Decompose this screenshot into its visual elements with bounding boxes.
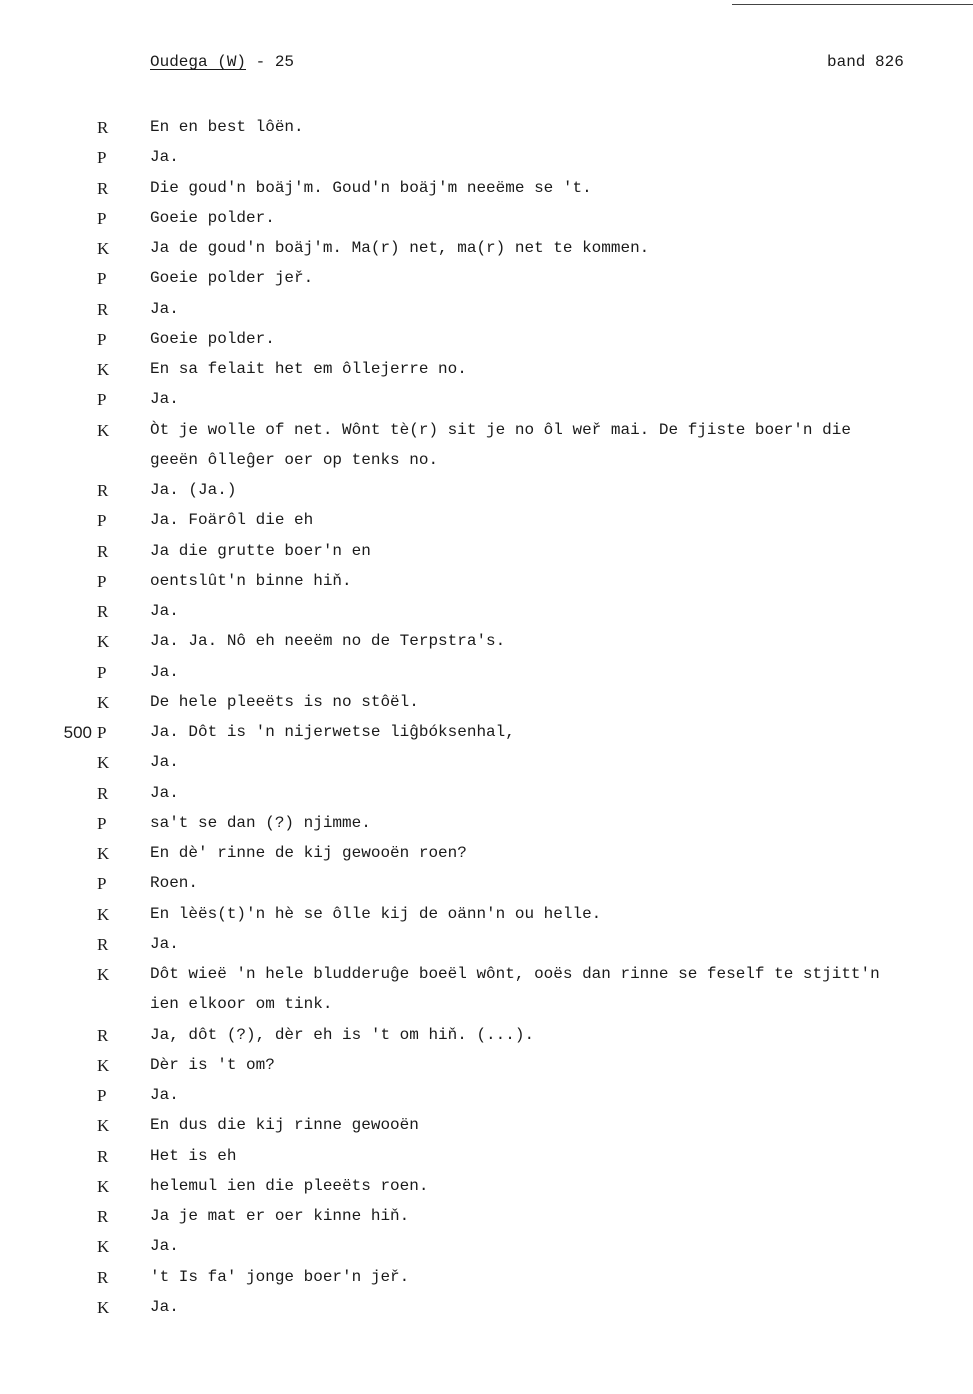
utterance-text: En sa felait het em ôllejerre no. bbox=[150, 360, 467, 378]
speaker-label: R bbox=[97, 1146, 109, 1166]
speaker-label: K bbox=[97, 965, 110, 984]
utterance-text: En dè' rinne de kij gewooën roen? bbox=[150, 844, 467, 862]
speaker-label: P bbox=[97, 269, 107, 289]
speaker-label: P bbox=[97, 662, 107, 682]
transcript-line bbox=[0, 420, 973, 469]
speaker-label: K bbox=[97, 692, 110, 712]
speaker-label: K bbox=[97, 420, 110, 440]
utterance-text: Goeie polder. bbox=[150, 329, 275, 348]
utterance-text: Ja. Dôt is 'n nijerwetse liĝbóksenhal, bbox=[150, 723, 515, 741]
utterance-text: helemul ien die pleeëts roen. bbox=[150, 1176, 429, 1195]
speaker-label: R bbox=[97, 602, 109, 621]
speaker-label: P bbox=[97, 874, 107, 894]
speaker-label: P bbox=[97, 329, 107, 349]
utterance-text: En dus die kij rinne gewooën bbox=[150, 1116, 419, 1135]
speaker-label: P bbox=[97, 723, 107, 742]
utterance-text: sa't se dan (?) njimme. bbox=[150, 813, 371, 832]
speaker-label: K bbox=[97, 360, 110, 379]
top-rule bbox=[732, 4, 973, 5]
speaker-label: K bbox=[97, 239, 110, 258]
speaker-label: R bbox=[97, 1267, 109, 1287]
utterance-text: De hele pleeëts is no stôël. bbox=[150, 692, 419, 711]
utterance-text: Ja. bbox=[150, 662, 179, 681]
utterance-text: Goeie polder. bbox=[150, 208, 275, 227]
utterance-text: Ja. bbox=[150, 602, 179, 620]
transcript-line bbox=[0, 1298, 973, 1328]
utterance-text: Het is eh bbox=[150, 1146, 237, 1165]
page-header-left bbox=[150, 53, 294, 71]
utterance-text: Ja. bbox=[150, 1297, 179, 1316]
speaker-label: R bbox=[97, 783, 109, 803]
utterance-text: Roen. bbox=[150, 874, 199, 893]
speaker-label: R bbox=[97, 481, 109, 500]
utterance-text: Ja. bbox=[150, 390, 179, 409]
utterance-text: Ja. bbox=[150, 299, 179, 318]
utterance-text: Dèr is 't om? bbox=[150, 1055, 275, 1074]
utterance-text: Ja. bbox=[150, 1086, 179, 1104]
band-number: band 826 bbox=[827, 53, 904, 71]
speaker-label: R bbox=[97, 541, 109, 561]
speaker-label: K bbox=[97, 1297, 110, 1317]
utterance-text: Òt je wolle of net. Wônt tè(r) sit je no ôl weř mai. De fjiste boer'n die geeën ôlleĝer oer op tenks no. bbox=[150, 420, 851, 469]
utterance-text: Goeie polder jeř. bbox=[150, 269, 314, 288]
utterance-text: Ja. (Ja.) bbox=[150, 481, 237, 499]
place-name: Oudega (W) bbox=[150, 53, 247, 71]
utterance-text: En en best lôën. bbox=[150, 118, 304, 136]
speaker-label: R bbox=[97, 118, 109, 137]
speaker-label: K bbox=[97, 632, 110, 652]
speaker-label: K bbox=[97, 844, 110, 863]
utterance-text: Ja de goud'n boäj'm. Ma(r) net, ma(r) net te kommen. bbox=[150, 239, 650, 257]
speaker-label: P bbox=[97, 813, 107, 833]
utterance-text: Die goud'n boäj'm. Goud'n boäj'm neeëme se 't. bbox=[150, 178, 592, 197]
line-number: 500 bbox=[63, 723, 92, 742]
speaker-label: K bbox=[97, 1237, 110, 1257]
utterance-text: Ja. bbox=[150, 148, 179, 167]
speaker-label: P bbox=[97, 571, 107, 591]
speaker-label: K bbox=[97, 753, 110, 773]
speaker-label: R bbox=[97, 1025, 109, 1045]
speaker-label: K bbox=[97, 1055, 110, 1075]
utterance-text: Dôt wieë 'n hele bludderuĝe boeël wônt, ooës dan rinne se feself te stjitt'n ien elkoor om tink. bbox=[150, 965, 880, 1013]
utterance-text: Ja, dôt (?), dèr eh is 't om hiň. (...). bbox=[150, 1025, 535, 1044]
utterance-text: Ja die grutte boer'n en bbox=[150, 541, 371, 560]
transcript-line bbox=[0, 965, 973, 1013]
speaker-label: K bbox=[97, 904, 110, 924]
utterance-text: Ja. Ja. Nô eh neeëm no de Terpstra's. bbox=[150, 632, 506, 651]
utterance-text: Ja. bbox=[150, 1237, 179, 1256]
speaker-label: P bbox=[97, 1086, 107, 1105]
speaker-label: P bbox=[97, 511, 107, 531]
utterance-text: En lèës(t)'n hè se ôlle kij de oänn'n ou helle. bbox=[150, 904, 602, 923]
utterance-text: Ja. bbox=[150, 934, 179, 953]
speaker-label: P bbox=[97, 390, 107, 410]
speaker-label: R bbox=[97, 178, 109, 198]
speaker-label: R bbox=[97, 1207, 109, 1226]
page-number: - 25 bbox=[246, 53, 295, 71]
speaker-label: K bbox=[97, 1176, 110, 1196]
utterance-text: Ja. bbox=[150, 783, 179, 802]
speaker-label: K bbox=[97, 1116, 110, 1136]
speaker-label: R bbox=[97, 934, 109, 954]
utterance-text: Ja. Foärôl die eh bbox=[150, 511, 314, 530]
speaker-label: P bbox=[97, 208, 107, 228]
speaker-label: P bbox=[97, 148, 107, 168]
utterance-text: Ja. bbox=[150, 753, 179, 772]
utterance-text: oentslût'n binne hiň. bbox=[150, 571, 352, 590]
utterance-text: Ja je mat er oer kinne hiň. bbox=[150, 1207, 410, 1225]
speaker-label: R bbox=[97, 299, 109, 319]
utterance-text: 't Is fa' jonge boer'n jeř. bbox=[150, 1267, 410, 1286]
